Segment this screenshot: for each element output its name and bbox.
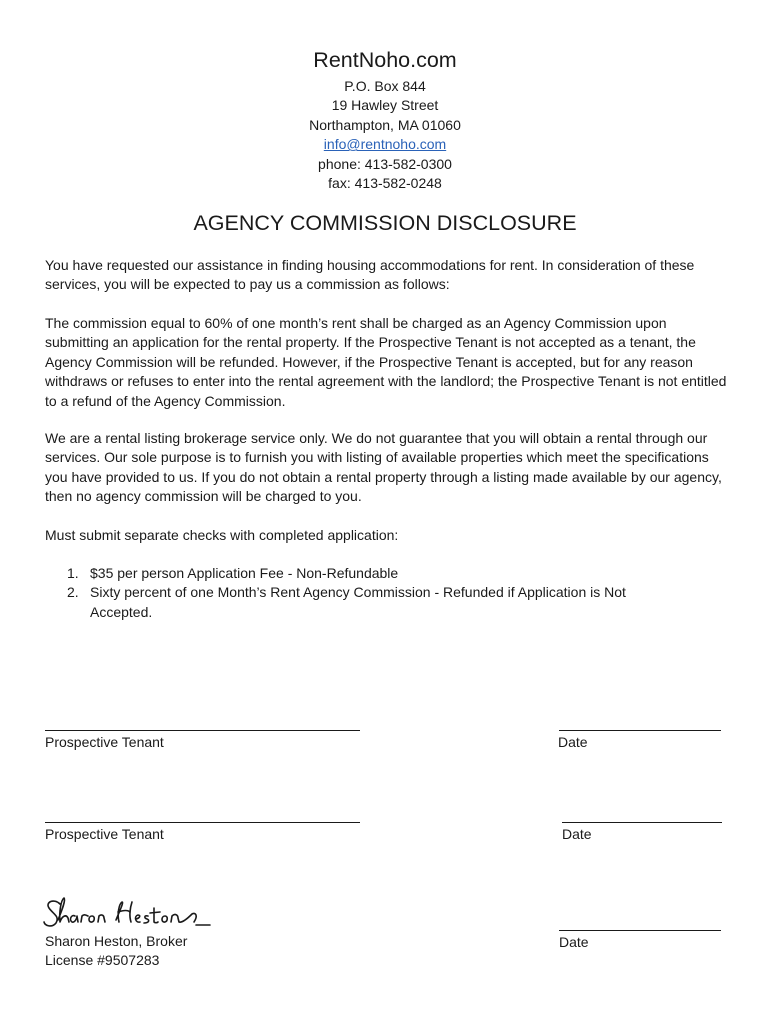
tenant2-signature-line[interactable]	[45, 822, 360, 823]
company-name: RentNoho.com	[313, 48, 457, 72]
broker-date-line[interactable]	[559, 930, 721, 931]
checks-paragraph: Must submit separate checks with completed application:	[45, 527, 399, 543]
po-box: P.O. Box 844	[344, 78, 426, 94]
tenant1-label: Prospective Tenant	[45, 734, 164, 750]
phone-number: phone: 413-582-0300	[318, 155, 452, 172]
city-state-zip: Northampton, MA 01060	[309, 116, 461, 133]
email-link[interactable]: info@rentnoho.com	[323, 136, 447, 153]
list-item-text: $35 per person Application Fee - Non-Refundable	[90, 565, 399, 581]
date2-label: Date	[562, 826, 592, 842]
date2-line[interactable]	[562, 822, 722, 823]
date1-label: Date	[558, 734, 588, 750]
date1-line[interactable]	[559, 730, 721, 731]
commission-paragraph: The commission equal to 60% of one month’s rent shall be charged as an Agency Commission upon submitting an application for the rental property. If the Prospective Tenant is not accepted as a tenant, the Agency Commission will be refunded. However, if the Prospective Tenant is accepted, but for any reason withdraws or refuses to enter into the rental agreement with the landlord; the Prospective Tenant is not entitled to a refund of the Agency Commission.	[45, 315, 727, 409]
street-address: 19 Hawley Street	[331, 97, 439, 114]
intro-paragraph: You have requested our assistance in finding housing accommodations for rent. In consideration of these services, you will be expected to pay us a commission as follows:	[45, 257, 695, 293]
list-item	[45, 564, 685, 583]
tenant2-label: Prospective Tenant	[45, 826, 164, 842]
fee-list	[45, 564, 685, 622]
broker-name: Sharon Heston, Broker	[45, 933, 188, 949]
brokerage-paragraph: We are a rental listing brokerage service only. We do not guarantee that you will obtain a rental through our services. Our sole purpose is to furnish you with listing of available properties which meet the specifications you have provided to us. If you do not obtain a rental property through a listing made available by our agency, then no agency commission will be charged to you.	[45, 430, 722, 505]
tenant1-signature-line[interactable]	[45, 730, 360, 731]
fax-number: fax: 413-582-0248	[328, 175, 442, 192]
email-line	[0, 135, 770, 154]
broker-license: License #9507283	[45, 952, 160, 968]
list-number: 1.	[67, 565, 79, 581]
list-item	[45, 583, 685, 622]
document-title: AGENCY COMMISSION DISCLOSURE	[193, 211, 577, 235]
letterhead	[0, 46, 770, 193]
broker-signature-image	[42, 892, 214, 934]
list-number: 2.	[67, 584, 79, 601]
broker-date-label: Date	[559, 934, 589, 950]
list-item-text: Sixty percent of one Month’s Rent Agency Commission - Refunded if Application is Not Accepted.	[90, 584, 626, 620]
